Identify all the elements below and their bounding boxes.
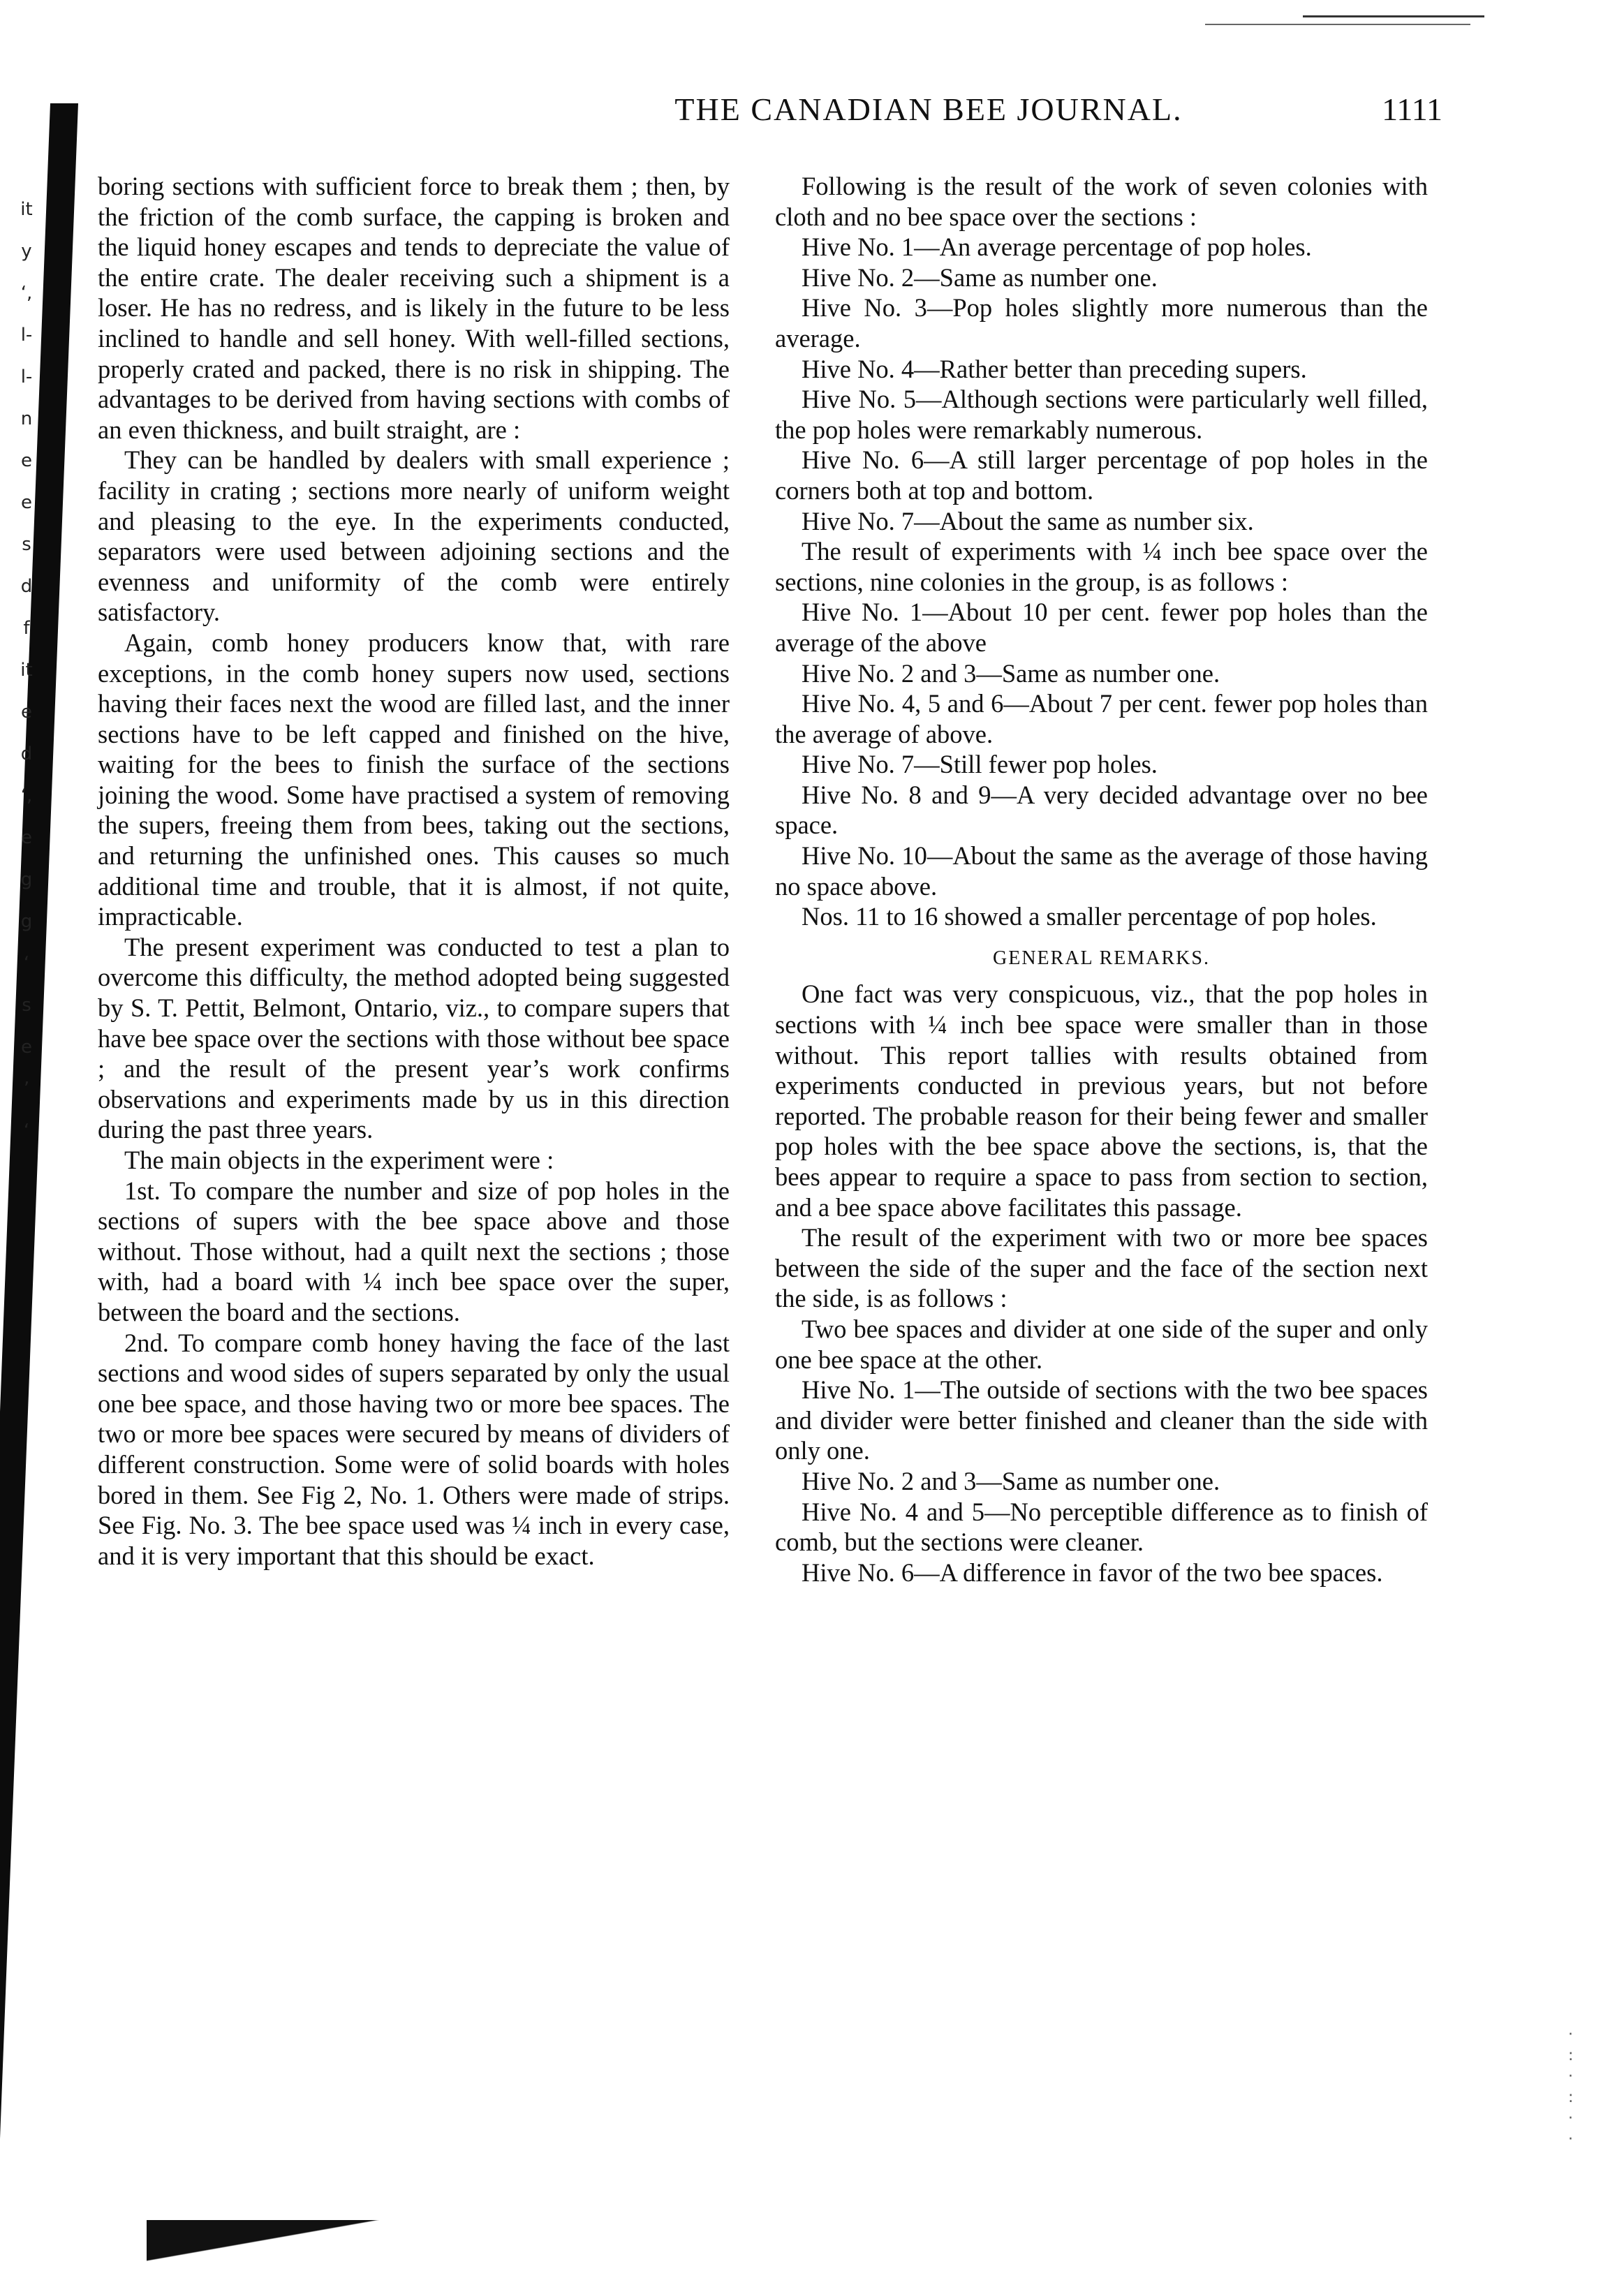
margin-letter: d bbox=[20, 744, 33, 764]
margin-letter: ‘, bbox=[20, 785, 33, 806]
right-column bbox=[775, 171, 1428, 1588]
margin-letter: g bbox=[20, 869, 33, 890]
hive-result: Hive No. 2 and 3—Same as number one. bbox=[802, 1466, 1220, 1495]
margin-letter: e bbox=[21, 492, 32, 513]
paragraph: Two bee spaces and divider at one side of the super and only one bee space at the other. bbox=[775, 1314, 1428, 1374]
margin-letter: ’ bbox=[23, 1079, 30, 1100]
hive-result: Hive No. 1—About 10 per cent. fewer pop holes than the average of the above bbox=[775, 598, 1428, 657]
margin-letter: e bbox=[21, 702, 32, 723]
hive-result: Hive No. 2—Same as number one. bbox=[802, 262, 1158, 292]
hive-result: Hive No. 10—About the same as the average of those having no space above. bbox=[775, 841, 1428, 901]
hive-result: Hive No. 7—About the same as number six. bbox=[802, 506, 1254, 535]
hive-result: Hive No. 1—The outside of sections with the two bee spaces and divider were better finished and cleaner than the side with only one. bbox=[775, 1375, 1428, 1465]
hive-result: Hive No. 1—An average percentage of pop holes. bbox=[802, 232, 1312, 262]
margin-letter: s bbox=[22, 995, 31, 1016]
margin-letter: it bbox=[20, 199, 33, 220]
paragraph: 2nd. To compare comb honey having the face of the last sections and wood sides of supers separated by only the usual one bee space, and those having two or more bee spaces. The two or more bee spaces were secured by means of dividers of different construction. Some were of solid boards with holes bored in them. See Fig 2, No. 1. Others were made of strips. See Fig. No. 3. The bee space used was ¼ inch in every case, and it is very important that this should be exact. bbox=[98, 1328, 730, 1570]
binding-shadow-bottom bbox=[147, 2220, 440, 2269]
margin-bleed-letters bbox=[6, 188, 47, 1152]
margin-letter: y bbox=[21, 241, 32, 262]
paragraph: 1st. To compare the number and size of pop holes in the sections of supers with the bee space above and those without. Those without, had a quilt next the sections ; those with, had a board with ¼ inch bee space over the super, between the board and the sections. bbox=[98, 1176, 730, 1326]
hive-result: Hive No. 4 and 5—No perceptible difference as to finish of comb, but the sections were cleaner. bbox=[775, 1497, 1428, 1557]
margin-letter: g bbox=[20, 911, 33, 932]
margin-letter: e bbox=[21, 827, 32, 848]
paragraph: They can be handled by dealers with small experience ; facility in crating ; sections more nearly of uniform weight and pleasing to the eye. In the experiments conducted, separators were used between adjoining sections and the evenness and uniformity of the comb were entirely satisfactory. bbox=[98, 445, 730, 627]
margin-letter: l- bbox=[20, 325, 33, 346]
section-heading: GENERAL REMARKS. bbox=[993, 947, 1210, 969]
paragraph: The main objects in the experiment were : bbox=[124, 1146, 554, 1174]
margin-letter: s bbox=[22, 534, 31, 555]
margin-letter: n bbox=[20, 408, 33, 429]
scan-specks: · : · : · · bbox=[1568, 2026, 1574, 2148]
paragraph: The result of experiments with ¼ inch bee space over the sections, nine colonies in the group, is as follows : bbox=[775, 537, 1428, 596]
hive-result: Hive No. 8 and 9—A very decided advantage over no bee space. bbox=[775, 780, 1428, 840]
paragraph: The result of the experiment with two or more bee spaces between the side of the super and the face of the section next the side, is as follows : bbox=[775, 1223, 1428, 1313]
hive-result: Hive No. 4—Rather better than preceding supers. bbox=[802, 354, 1307, 383]
hive-result: Hive No. 4, 5 and 6—About 7 per cent. fewer pop holes than the average of above. bbox=[775, 689, 1428, 748]
hive-result: Hive No. 6—A difference in favor of the two bee spaces. bbox=[802, 1558, 1383, 1587]
paragraph: The present experiment was conducted to test a plan to overcome this difficulty, the method adopted being suggested by S. T. Pettit, Belmont, Ontario, viz., to compare supers that have bee space over the sections with those without bee space ; and the result of the present year’s work confirms observations and experiments made by us in this direction during the past three years. bbox=[98, 932, 730, 1144]
margin-letter: it bbox=[20, 660, 33, 681]
paragraph: boring sections with sufficient force to break them ; then, by the friction of the comb surface, the capping is broken and the liquid honey escapes and tends to depreciate the value of the entire crate. The dealer receiving such a shipment is a loser. He has no redress, and is likely in the future to be less inclined to handle and sell honey. With well-filled sections, properly crated and packed, there is no risk in shipping. The advantages to be derived from having sections with combs of an even thickness, and built straight, are : bbox=[98, 172, 730, 444]
hive-result: Hive No. 7—Still fewer pop holes. bbox=[802, 750, 1158, 779]
paragraph: One fact was very conspicuous, viz., that the pop holes in sections with ¼ inch bee space were smaller than in those without. This report tallies with results obtained from experiments conducted in previous years, but not before reported. The probable reason for their being fewer and smaller pop holes with the bee space above the sections, is, that the bees appear to require a space to pass from section to section, and a bee space above facilitates this passage. bbox=[775, 979, 1428, 1222]
hive-result: Nos. 11 to 16 showed a smaller percentage of pop holes. bbox=[802, 902, 1377, 931]
margin-letter: d bbox=[20, 576, 33, 597]
page-number: 1111 bbox=[1382, 91, 1442, 127]
top-rule-mark bbox=[1303, 8, 1484, 17]
hive-result: Hive No. 6—A still larger percentage of pop holes in the corners both at top and bottom. bbox=[775, 445, 1428, 505]
margin-letter: l- bbox=[20, 367, 33, 387]
margin-letter: ‘ bbox=[23, 1120, 30, 1141]
margin-letter: e bbox=[21, 450, 32, 471]
hive-result: Hive No. 2 and 3—Same as number one. bbox=[802, 658, 1220, 688]
margin-letter: ‘, bbox=[20, 283, 33, 304]
margin-letter: f bbox=[23, 618, 30, 639]
left-column bbox=[98, 171, 730, 1571]
margin-letter: e bbox=[21, 1037, 32, 1058]
hive-result: Hive No. 5—Although sections were particularly well filled, the pop holes were remarkably numerous. bbox=[775, 385, 1428, 444]
hive-result: Hive No. 3—Pop holes slightly more numerous than the average. bbox=[775, 293, 1428, 353]
paragraph: Again, comb honey producers know that, with rare exceptions, in the comb honey supers now used, sections having their faces next the wood are filled last, and the inner sections have to be left capped and finished on the hive, waiting for the bees to finish the surface of the sections joining the wood. Some have practised a system of removing the supers, freeing them from bees, taking out the sections, and returning the unfinished ones. This causes so much additional time and trouble, that it is almost, if not quite, impracticable. bbox=[98, 628, 730, 931]
paragraph: Following is the result of the work of seven colonies with cloth and no bee space over the sections : bbox=[775, 172, 1428, 231]
top-rule-line bbox=[1205, 24, 1470, 25]
margin-letter: ‘ bbox=[23, 953, 30, 974]
running-header: THE CANADIAN BEE JOURNAL. bbox=[674, 91, 1183, 127]
